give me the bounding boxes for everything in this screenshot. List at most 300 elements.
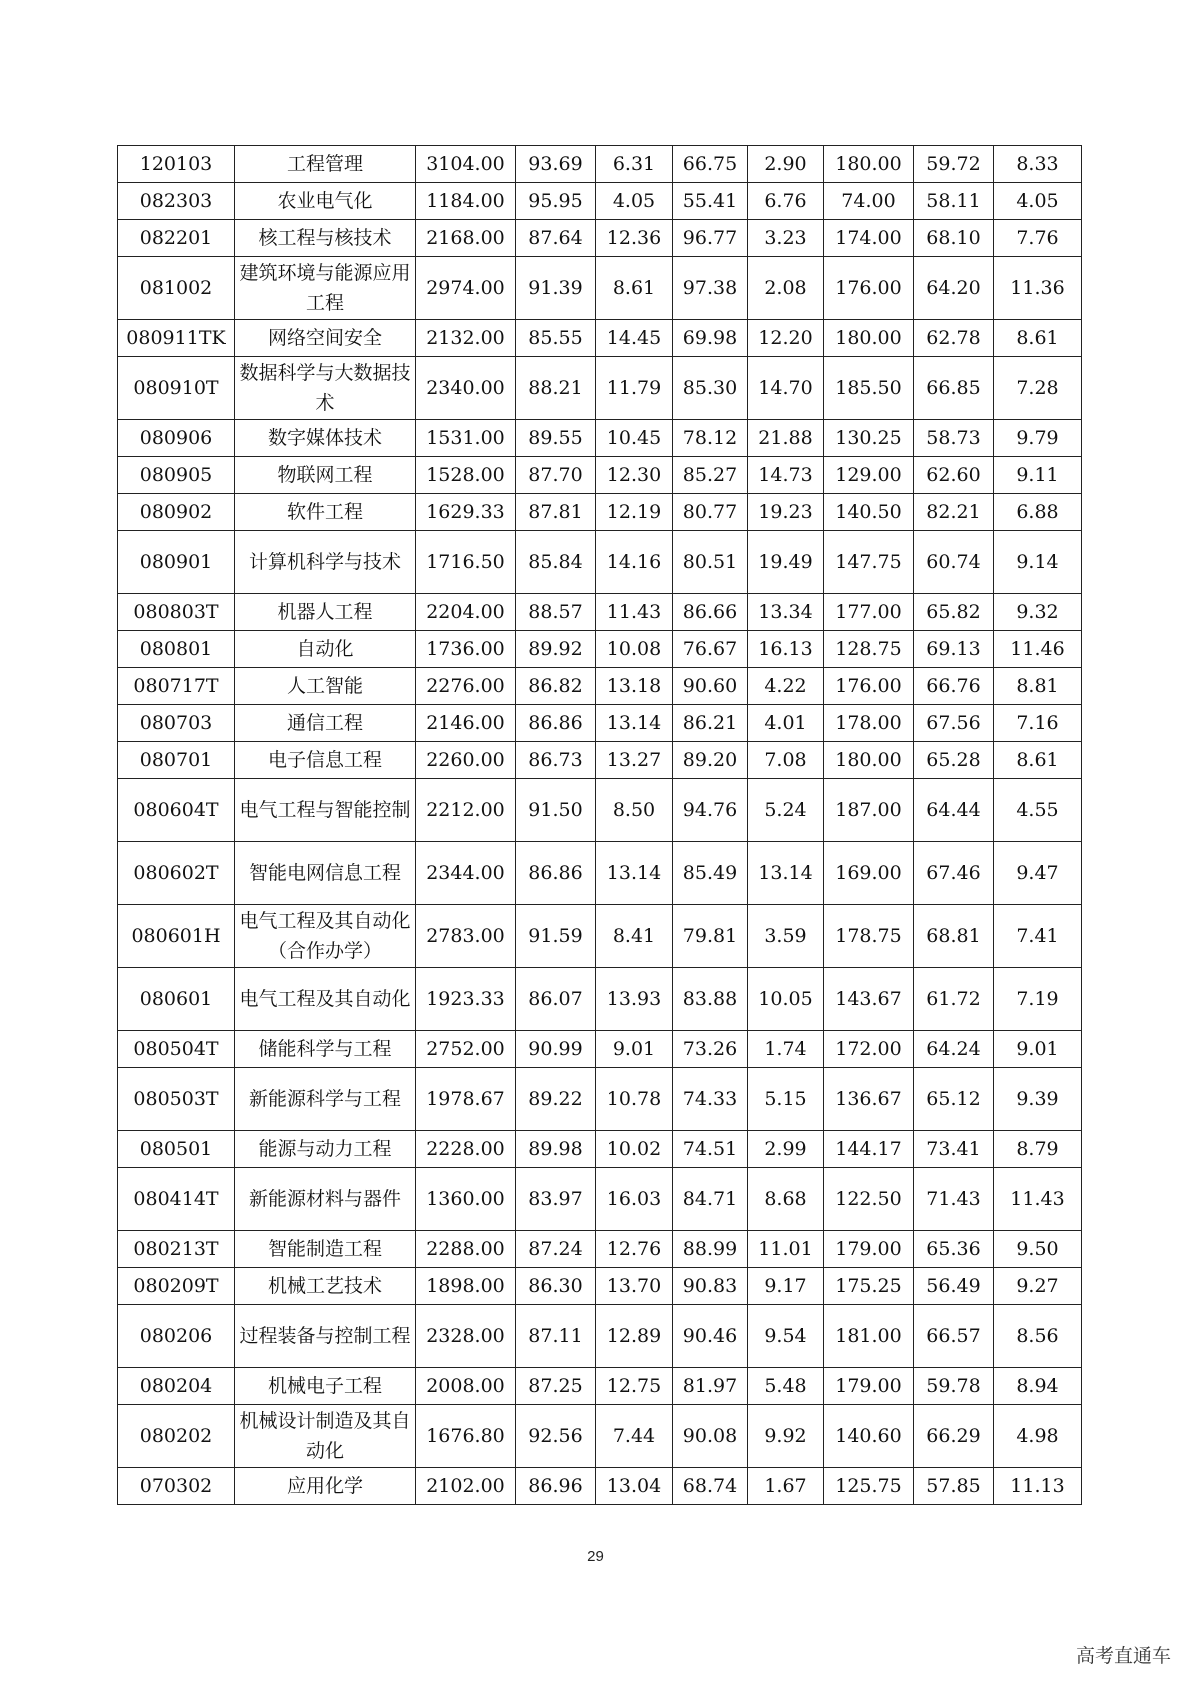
value-cell: 83.97 <box>516 1168 596 1231</box>
value-cell: 68.81 <box>914 905 994 968</box>
value-cell: 86.21 <box>673 705 748 742</box>
value-cell: 9.79 <box>994 420 1082 457</box>
value-cell: 85.49 <box>673 842 748 905</box>
value-cell: 89.98 <box>516 1131 596 1168</box>
value-cell: 2344.00 <box>416 842 516 905</box>
value-cell: 143.67 <box>824 968 914 1031</box>
value-cell: 1898.00 <box>416 1268 516 1305</box>
table-row <box>118 1405 1082 1468</box>
value-cell: 81.97 <box>673 1368 748 1405</box>
value-cell: 130.25 <box>824 420 914 457</box>
value-cell: 178.00 <box>824 705 914 742</box>
value-cell: 89.55 <box>516 420 596 457</box>
name-cell: 数据科学与大数据技术 <box>235 357 416 420</box>
value-cell: 21.88 <box>748 420 824 457</box>
value-cell: 180.00 <box>824 320 914 357</box>
code-cell: 081002 <box>118 257 235 320</box>
value-cell: 6.76 <box>748 183 824 220</box>
value-cell: 1360.00 <box>416 1168 516 1231</box>
value-cell: 90.08 <box>673 1405 748 1468</box>
value-cell: 8.56 <box>994 1305 1082 1368</box>
table-row <box>118 146 1082 183</box>
value-cell: 144.17 <box>824 1131 914 1168</box>
value-cell: 185.50 <box>824 357 914 420</box>
value-cell: 2260.00 <box>416 742 516 779</box>
value-cell: 74.51 <box>673 1131 748 1168</box>
value-cell: 2.99 <box>748 1131 824 1168</box>
name-cell: 新能源材料与器件 <box>235 1168 416 1231</box>
value-cell: 13.70 <box>596 1268 673 1305</box>
value-cell: 74.33 <box>673 1068 748 1131</box>
value-cell: 68.10 <box>914 220 994 257</box>
name-cell: 工程管理 <box>235 146 416 183</box>
value-cell: 86.82 <box>516 668 596 705</box>
name-cell: 软件工程 <box>235 494 416 531</box>
code-cell: 080501 <box>118 1131 235 1168</box>
value-cell: 19.49 <box>748 531 824 594</box>
value-cell: 10.45 <box>596 420 673 457</box>
value-cell: 13.14 <box>596 842 673 905</box>
name-cell: 物联网工程 <box>235 457 416 494</box>
value-cell: 5.15 <box>748 1068 824 1131</box>
value-cell: 86.07 <box>516 968 596 1031</box>
table-row <box>118 779 1082 842</box>
value-cell: 10.02 <box>596 1131 673 1168</box>
value-cell: 10.05 <box>748 968 824 1031</box>
value-cell: 59.72 <box>914 146 994 183</box>
value-cell: 87.11 <box>516 1305 596 1368</box>
code-cell: 082303 <box>118 183 235 220</box>
code-cell: 080504T <box>118 1031 235 1068</box>
value-cell: 12.19 <box>596 494 673 531</box>
value-cell: 66.29 <box>914 1405 994 1468</box>
table-row <box>118 742 1082 779</box>
value-cell: 2340.00 <box>416 357 516 420</box>
value-cell: 6.88 <box>994 494 1082 531</box>
value-cell: 89.20 <box>673 742 748 779</box>
value-cell: 10.78 <box>596 1068 673 1131</box>
value-cell: 6.31 <box>596 146 673 183</box>
value-cell: 1736.00 <box>416 631 516 668</box>
value-cell: 11.46 <box>994 631 1082 668</box>
value-cell: 9.01 <box>596 1031 673 1068</box>
code-cell: 080906 <box>118 420 235 457</box>
value-cell: 12.89 <box>596 1305 673 1368</box>
value-cell: 13.93 <box>596 968 673 1031</box>
code-cell: 080717T <box>118 668 235 705</box>
code-cell: 080801 <box>118 631 235 668</box>
value-cell: 56.49 <box>914 1268 994 1305</box>
value-cell: 58.11 <box>914 183 994 220</box>
value-cell: 88.57 <box>516 594 596 631</box>
value-cell: 80.77 <box>673 494 748 531</box>
name-cell: 电气工程与智能控制 <box>235 779 416 842</box>
value-cell: 12.36 <box>596 220 673 257</box>
value-cell: 8.61 <box>994 320 1082 357</box>
value-cell: 12.20 <box>748 320 824 357</box>
value-cell: 7.28 <box>994 357 1082 420</box>
value-cell: 4.55 <box>994 779 1082 842</box>
value-cell: 96.77 <box>673 220 748 257</box>
value-cell: 55.41 <box>673 183 748 220</box>
value-cell: 2132.00 <box>416 320 516 357</box>
value-cell: 80.51 <box>673 531 748 594</box>
value-cell: 66.57 <box>914 1305 994 1368</box>
value-cell: 8.81 <box>994 668 1082 705</box>
value-cell: 85.84 <box>516 531 596 594</box>
value-cell: 59.78 <box>914 1368 994 1405</box>
value-cell: 7.44 <box>596 1405 673 1468</box>
value-cell: 68.74 <box>673 1468 748 1505</box>
value-cell: 93.69 <box>516 146 596 183</box>
value-cell: 9.17 <box>748 1268 824 1305</box>
value-cell: 57.85 <box>914 1468 994 1505</box>
table-row <box>118 1131 1082 1168</box>
page-number: 29 <box>587 1548 604 1565</box>
name-cell: 应用化学 <box>235 1468 416 1505</box>
value-cell: 172.00 <box>824 1031 914 1068</box>
name-cell: 人工智能 <box>235 668 416 705</box>
value-cell: 8.41 <box>596 905 673 968</box>
code-cell: 080703 <box>118 705 235 742</box>
value-cell: 11.01 <box>748 1231 824 1268</box>
value-cell: 65.12 <box>914 1068 994 1131</box>
value-cell: 64.44 <box>914 779 994 842</box>
value-cell: 2328.00 <box>416 1305 516 1368</box>
table-row <box>118 1368 1082 1405</box>
value-cell: 86.73 <box>516 742 596 779</box>
value-cell: 9.92 <box>748 1405 824 1468</box>
value-cell: 13.04 <box>596 1468 673 1505</box>
code-cell: 080905 <box>118 457 235 494</box>
value-cell: 175.25 <box>824 1268 914 1305</box>
name-cell: 过程装备与控制工程 <box>235 1305 416 1368</box>
value-cell: 67.46 <box>914 842 994 905</box>
code-cell: 080213T <box>118 1231 235 1268</box>
value-cell: 9.47 <box>994 842 1082 905</box>
table-row <box>118 1305 1082 1368</box>
value-cell: 78.12 <box>673 420 748 457</box>
value-cell: 13.14 <box>596 705 673 742</box>
name-cell: 电子信息工程 <box>235 742 416 779</box>
name-cell: 电气工程及其自动化 <box>235 968 416 1031</box>
value-cell: 7.08 <box>748 742 824 779</box>
name-cell: 新能源科学与工程 <box>235 1068 416 1131</box>
watermark: 高考直通车 <box>1075 1645 1171 1667</box>
name-cell: 储能科学与工程 <box>235 1031 416 1068</box>
value-cell: 13.27 <box>596 742 673 779</box>
value-cell: 91.59 <box>516 905 596 968</box>
table-row <box>118 1031 1082 1068</box>
value-cell: 7.16 <box>994 705 1082 742</box>
value-cell: 12.75 <box>596 1368 673 1405</box>
name-cell: 智能制造工程 <box>235 1231 416 1268</box>
name-cell: 通信工程 <box>235 705 416 742</box>
value-cell: 2.90 <box>748 146 824 183</box>
table-row <box>118 531 1082 594</box>
value-cell: 4.05 <box>596 183 673 220</box>
value-cell: 4.98 <box>994 1405 1082 1468</box>
value-cell: 12.30 <box>596 457 673 494</box>
value-cell: 8.94 <box>994 1368 1082 1405</box>
value-cell: 91.50 <box>516 779 596 842</box>
value-cell: 1184.00 <box>416 183 516 220</box>
value-cell: 58.73 <box>914 420 994 457</box>
code-cell: 082201 <box>118 220 235 257</box>
value-cell: 69.13 <box>914 631 994 668</box>
value-cell: 180.00 <box>824 146 914 183</box>
table-row <box>118 494 1082 531</box>
value-cell: 2974.00 <box>416 257 516 320</box>
value-cell: 65.36 <box>914 1231 994 1268</box>
value-cell: 9.32 <box>994 594 1082 631</box>
value-cell: 9.01 <box>994 1031 1082 1068</box>
value-cell: 179.00 <box>824 1368 914 1405</box>
value-cell: 2204.00 <box>416 594 516 631</box>
value-cell: 2228.00 <box>416 1131 516 1168</box>
value-cell: 95.95 <box>516 183 596 220</box>
value-cell: 1531.00 <box>416 420 516 457</box>
value-cell: 4.01 <box>748 705 824 742</box>
code-cell: 080601 <box>118 968 235 1031</box>
code-cell: 070302 <box>118 1468 235 1505</box>
value-cell: 76.67 <box>673 631 748 668</box>
value-cell: 122.50 <box>824 1168 914 1231</box>
name-cell: 机器人工程 <box>235 594 416 631</box>
table-row <box>118 968 1082 1031</box>
value-cell: 176.00 <box>824 257 914 320</box>
value-cell: 2102.00 <box>416 1468 516 1505</box>
value-cell: 86.30 <box>516 1268 596 1305</box>
value-cell: 8.61 <box>596 257 673 320</box>
table-row <box>118 1231 1082 1268</box>
table-row <box>118 1168 1082 1231</box>
value-cell: 13.14 <box>748 842 824 905</box>
value-cell: 90.83 <box>673 1268 748 1305</box>
value-cell: 62.78 <box>914 320 994 357</box>
value-cell: 11.43 <box>994 1168 1082 1231</box>
value-cell: 88.99 <box>673 1231 748 1268</box>
value-cell: 1923.33 <box>416 968 516 1031</box>
code-cell: 080911TK <box>118 320 235 357</box>
value-cell: 1676.80 <box>416 1405 516 1468</box>
code-cell: 080206 <box>118 1305 235 1368</box>
value-cell: 62.60 <box>914 457 994 494</box>
value-cell: 1716.50 <box>416 531 516 594</box>
name-cell: 数字媒体技术 <box>235 420 416 457</box>
table-row <box>118 668 1082 705</box>
table-row <box>118 357 1082 420</box>
table-row <box>118 320 1082 357</box>
data-table <box>117 145 1082 1505</box>
value-cell: 8.50 <box>596 779 673 842</box>
name-cell: 核工程与核技术 <box>235 220 416 257</box>
code-cell: 080701 <box>118 742 235 779</box>
value-cell: 71.43 <box>914 1168 994 1231</box>
name-cell: 农业电气化 <box>235 183 416 220</box>
table-row <box>118 457 1082 494</box>
value-cell: 97.38 <box>673 257 748 320</box>
value-cell: 60.74 <box>914 531 994 594</box>
value-cell: 2288.00 <box>416 1231 516 1268</box>
value-cell: 87.81 <box>516 494 596 531</box>
value-cell: 12.76 <box>596 1231 673 1268</box>
value-cell: 65.28 <box>914 742 994 779</box>
value-cell: 89.22 <box>516 1068 596 1131</box>
value-cell: 14.45 <box>596 320 673 357</box>
value-cell: 86.96 <box>516 1468 596 1505</box>
value-cell: 187.00 <box>824 779 914 842</box>
name-cell: 电气工程及其自动化（合作办学） <box>235 905 416 968</box>
value-cell: 147.75 <box>824 531 914 594</box>
value-cell: 140.50 <box>824 494 914 531</box>
value-cell: 179.00 <box>824 1231 914 1268</box>
value-cell: 180.00 <box>824 742 914 779</box>
value-cell: 13.18 <box>596 668 673 705</box>
value-cell: 5.48 <box>748 1368 824 1405</box>
table-row <box>118 705 1082 742</box>
value-cell: 3.23 <box>748 220 824 257</box>
value-cell: 7.41 <box>994 905 1082 968</box>
value-cell: 176.00 <box>824 668 914 705</box>
name-cell: 智能电网信息工程 <box>235 842 416 905</box>
value-cell: 1978.67 <box>416 1068 516 1131</box>
value-cell: 4.05 <box>994 183 1082 220</box>
value-cell: 8.61 <box>994 742 1082 779</box>
value-cell: 2752.00 <box>416 1031 516 1068</box>
code-cell: 080601H <box>118 905 235 968</box>
value-cell: 85.30 <box>673 357 748 420</box>
value-cell: 2212.00 <box>416 779 516 842</box>
table-row <box>118 842 1082 905</box>
code-cell: 080910T <box>118 357 235 420</box>
value-cell: 87.64 <box>516 220 596 257</box>
value-cell: 66.85 <box>914 357 994 420</box>
value-cell: 1629.33 <box>416 494 516 531</box>
name-cell: 网络空间安全 <box>235 320 416 357</box>
table-row <box>118 220 1082 257</box>
value-cell: 9.39 <box>994 1068 1082 1131</box>
table-row <box>118 420 1082 457</box>
value-cell: 174.00 <box>824 220 914 257</box>
code-cell: 120103 <box>118 146 235 183</box>
value-cell: 177.00 <box>824 594 914 631</box>
table-row <box>118 594 1082 631</box>
value-cell: 8.68 <box>748 1168 824 1231</box>
code-cell: 080901 <box>118 531 235 594</box>
value-cell: 11.36 <box>994 257 1082 320</box>
value-cell: 178.75 <box>824 905 914 968</box>
value-cell: 2276.00 <box>416 668 516 705</box>
value-cell: 92.56 <box>516 1405 596 1468</box>
value-cell: 9.11 <box>994 457 1082 494</box>
value-cell: 169.00 <box>824 842 914 905</box>
code-cell: 080602T <box>118 842 235 905</box>
value-cell: 87.25 <box>516 1368 596 1405</box>
value-cell: 86.66 <box>673 594 748 631</box>
table-row <box>118 183 1082 220</box>
table-row <box>118 1468 1082 1505</box>
code-cell: 080604T <box>118 779 235 842</box>
value-cell: 16.03 <box>596 1168 673 1231</box>
value-cell: 16.13 <box>748 631 824 668</box>
code-cell: 080902 <box>118 494 235 531</box>
table-row <box>118 1268 1082 1305</box>
value-cell: 13.34 <box>748 594 824 631</box>
value-cell: 8.33 <box>994 146 1082 183</box>
table-row <box>118 1068 1082 1131</box>
value-cell: 84.71 <box>673 1168 748 1231</box>
name-cell: 能源与动力工程 <box>235 1131 416 1168</box>
value-cell: 3.59 <box>748 905 824 968</box>
value-cell: 140.60 <box>824 1405 914 1468</box>
value-cell: 9.50 <box>994 1231 1082 1268</box>
code-cell: 080204 <box>118 1368 235 1405</box>
code-cell: 080202 <box>118 1405 235 1468</box>
value-cell: 90.60 <box>673 668 748 705</box>
code-cell: 080414T <box>118 1168 235 1231</box>
name-cell: 机械工艺技术 <box>235 1268 416 1305</box>
value-cell: 14.16 <box>596 531 673 594</box>
value-cell: 64.20 <box>914 257 994 320</box>
code-cell: 080209T <box>118 1268 235 1305</box>
value-cell: 1528.00 <box>416 457 516 494</box>
name-cell: 机械电子工程 <box>235 1368 416 1405</box>
table-row <box>118 631 1082 668</box>
value-cell: 2.08 <box>748 257 824 320</box>
value-cell: 66.76 <box>914 668 994 705</box>
value-cell: 61.72 <box>914 968 994 1031</box>
value-cell: 69.98 <box>673 320 748 357</box>
value-cell: 9.14 <box>994 531 1082 594</box>
name-cell: 计算机科学与技术 <box>235 531 416 594</box>
value-cell: 89.92 <box>516 631 596 668</box>
value-cell: 73.41 <box>914 1131 994 1168</box>
name-cell: 自动化 <box>235 631 416 668</box>
value-cell: 7.76 <box>994 220 1082 257</box>
value-cell: 85.27 <box>673 457 748 494</box>
value-cell: 10.08 <box>596 631 673 668</box>
value-cell: 129.00 <box>824 457 914 494</box>
value-cell: 90.99 <box>516 1031 596 1068</box>
value-cell: 65.82 <box>914 594 994 631</box>
code-cell: 080503T <box>118 1068 235 1131</box>
value-cell: 74.00 <box>824 183 914 220</box>
value-cell: 73.26 <box>673 1031 748 1068</box>
value-cell: 83.88 <box>673 968 748 1031</box>
value-cell: 86.86 <box>516 842 596 905</box>
name-cell: 建筑环境与能源应用工程 <box>235 257 416 320</box>
value-cell: 2008.00 <box>416 1368 516 1405</box>
value-cell: 14.70 <box>748 357 824 420</box>
value-cell: 11.79 <box>596 357 673 420</box>
value-cell: 125.75 <box>824 1468 914 1505</box>
name-cell: 机械设计制造及其自动化 <box>235 1405 416 1468</box>
value-cell: 82.21 <box>914 494 994 531</box>
value-cell: 14.73 <box>748 457 824 494</box>
value-cell: 88.21 <box>516 357 596 420</box>
code-cell: 080803T <box>118 594 235 631</box>
value-cell: 87.70 <box>516 457 596 494</box>
value-cell: 85.55 <box>516 320 596 357</box>
value-cell: 4.22 <box>748 668 824 705</box>
table-row <box>118 257 1082 320</box>
value-cell: 1.67 <box>748 1468 824 1505</box>
value-cell: 79.81 <box>673 905 748 968</box>
value-cell: 91.39 <box>516 257 596 320</box>
value-cell: 5.24 <box>748 779 824 842</box>
value-cell: 86.86 <box>516 705 596 742</box>
